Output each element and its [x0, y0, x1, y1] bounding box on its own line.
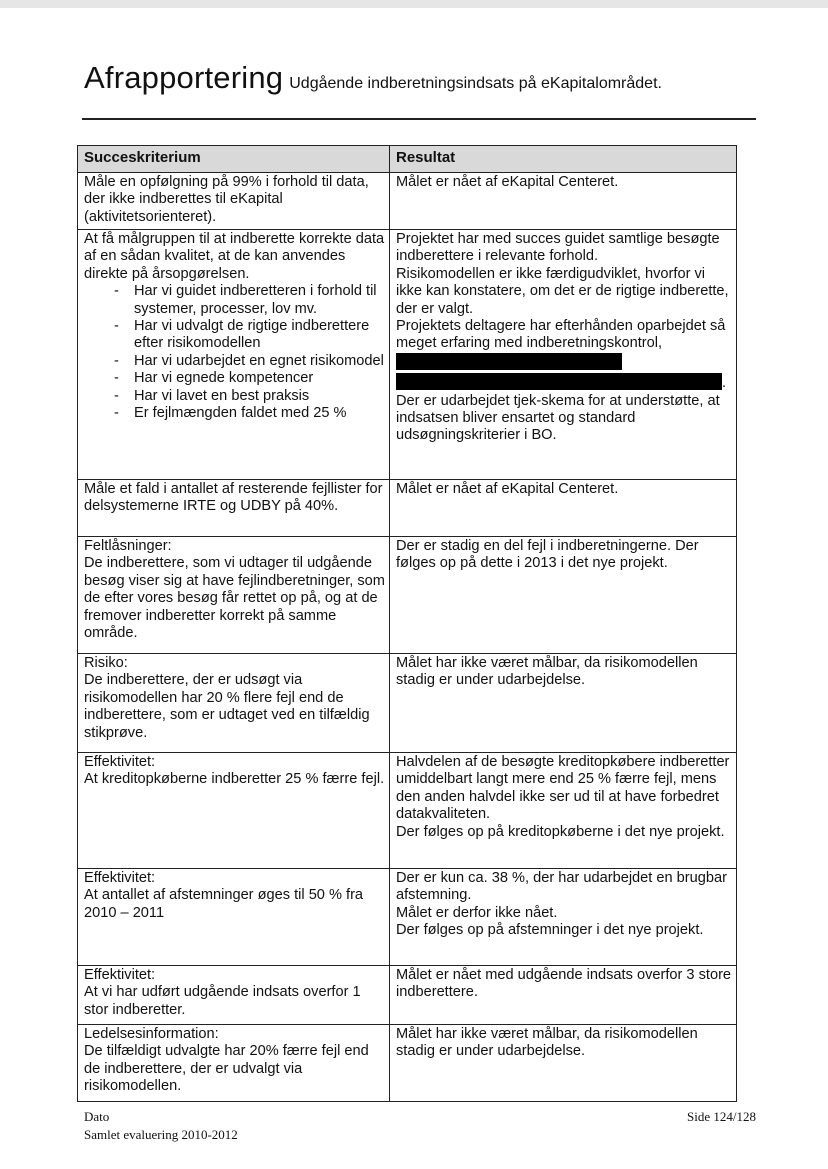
list-item: - Er fejlmængden faldet med 25 %: [110, 405, 385, 422]
criterion-label: Effektivitet:: [84, 870, 156, 886]
criterion-text: At antallet af afstemninger øges til 50 % fra 2010 – 2011: [84, 887, 364, 921]
page-footer: [84, 1108, 756, 1144]
column-header-result: Resultat: [390, 146, 737, 173]
result-paragraph: [396, 318, 732, 372]
result-cell: Målet har ikke været målbar, da risikomodellen stadig er under udarbejdelse.: [390, 654, 737, 753]
result-paragraph: Der følges op på kreditopkøberne i det nye projekt.: [396, 823, 725, 840]
criterion-text: De tilfældigt udvalgte har 20% færre fejl end de indberettere, der er udvalgt via risikomodellen.: [84, 1043, 369, 1095]
table-row: [78, 173, 737, 230]
header-rule: [82, 118, 756, 120]
criterion-label: Risiko:: [84, 655, 128, 671]
footer-document-name: Samlet evaluering 2010-2012: [84, 1127, 238, 1142]
redaction-bar: [396, 373, 722, 390]
criterion-label: Feltlåsninger:: [84, 538, 172, 554]
criterion-cell: [78, 230, 390, 480]
result-cell: [390, 753, 737, 869]
criterion-intro: At få målgruppen til at indberette korrekte data af en sådan kvalitet, at de kan anvendes direkte på årsopgørelsen.: [84, 231, 385, 282]
list-item: - Har vi lavet en best praksis: [110, 388, 385, 405]
table-row: [78, 869, 737, 966]
result-paragraph: Risikomodellen er ikke færdigudviklet, hvorfor vi ikke kan konstatere, om det er de rigtige indberette, der er valgt.: [396, 265, 729, 317]
criterion-text: At vi har udført udgående indsats overfor 1 stor indberetter.: [84, 984, 361, 1018]
redacted-line: .: [396, 372, 732, 392]
result-cell: Målet er nået med udgående indsats overfor 3 store indberettere.: [390, 966, 737, 1025]
result-paragraph: Der følges op på afstemninger i det nye projekt.: [396, 922, 704, 939]
footer-date-label: Dato: [84, 1109, 110, 1124]
table-row: [78, 480, 737, 537]
criterion-label: Ledelsesinformation:: [84, 1026, 219, 1042]
result-paragraph: Målet er derfor ikke nået.: [396, 904, 558, 921]
list-item: - Har vi egnede kompetencer: [110, 370, 385, 387]
redaction-bar: [396, 353, 622, 370]
table-row: [78, 966, 737, 1025]
criterion-bullet-list: [84, 283, 385, 422]
result-cell: [390, 869, 737, 966]
result-paragraph: Projektet har med succes guidet samtlige besøgte indberettere i relevante forhold.: [396, 231, 720, 265]
table-header-row: [78, 146, 737, 173]
scan-top-edge: [0, 0, 828, 8]
result-paragraph-text: Projektets deltagere har efterhånden oparbejdet så meget erfaring med indberetningskontrol,: [396, 318, 726, 352]
result-paragraph: Der er kun ca. 38 %, der har udarbejdet en brugbar afstemning.: [396, 870, 727, 904]
criterion-label: Effektivitet:: [84, 967, 156, 983]
criterion-text: De indberettere, som vi udtager til udgående besøg viser sig at have fejlindberetninger, som de efter vores besøg får rettet op på, og at de fremover indberetter korrekt på samme område.: [84, 555, 385, 642]
result-cell: Målet har ikke været målbar, da risikomodellen stadig er under udarbejdelse.: [390, 1025, 737, 1102]
list-item: - Har vi udvalgt de rigtige indberettere efter risikomodellen: [110, 318, 385, 353]
result-paragraph: Der er udarbejdet tjek-skema for at understøtte, at indsatsen bliver ensartet og standard udsøgningskriterier i BO.: [396, 392, 720, 444]
results-table: [77, 145, 737, 1102]
table-row: [78, 753, 737, 869]
page-subtitle: Udgående indberetningsindsats på eKapitalområdet.: [289, 75, 662, 92]
page-header: [84, 60, 662, 96]
criterion-cell: Måle et fald i antallet af resterende fejllister for delsystemerne IRTE og UDBY på 40%.: [78, 480, 390, 537]
criterion-cell: [78, 869, 390, 966]
column-header-criterion: Succeskriterium: [78, 146, 390, 173]
criterion-cell: [78, 966, 390, 1025]
criterion-label: Effektivitet:: [84, 754, 156, 770]
result-cell: [390, 230, 737, 480]
criterion-text: De indberettere, der er udsøgt via risikomodellen har 20 % flere fejl end de indberettere, som er udtaget ved en tilfældig stikprøve.: [84, 672, 370, 741]
table-row: [78, 1025, 737, 1102]
result-cell: Der er stadig en del fejl i indberetningerne. Der følges op på dette i 2013 i det nye projekt.: [390, 537, 737, 654]
criterion-cell: [78, 753, 390, 869]
criterion-cell: [78, 537, 390, 654]
table-row: [78, 230, 737, 480]
table-row: [78, 654, 737, 753]
result-cell: Målet er nået af eKapital Centeret.: [390, 173, 737, 230]
table-row: [78, 537, 737, 654]
page-title: Afrapportering: [84, 60, 284, 95]
list-item: - Har vi udarbejdet en egnet risikomodel: [110, 353, 385, 370]
criterion-cell: [78, 1025, 390, 1102]
footer-page-number: Side 124/128: [687, 1109, 756, 1124]
criterion-cell: Måle en opfølgning på 99% i forhold til data, der ikke indberettes til eKapital (aktivitetsorienteret).: [78, 173, 390, 230]
criterion-text: At kreditopkøberne indberetter 25 % færre fejl.: [84, 771, 385, 788]
list-item: - Har vi guidet indberetteren i forhold til systemer, processer, lov mv.: [110, 283, 385, 318]
result-cell: Målet er nået af eKapital Centeret.: [390, 480, 737, 537]
criterion-cell: [78, 654, 390, 753]
result-paragraph: Halvdelen af de besøgte kreditopkøbere indberetter umiddelbart langt mere end 25 % færre fejl, mens den anden halvdel ikke ser ud til at have forbedret datakvaliteten.: [396, 754, 730, 823]
